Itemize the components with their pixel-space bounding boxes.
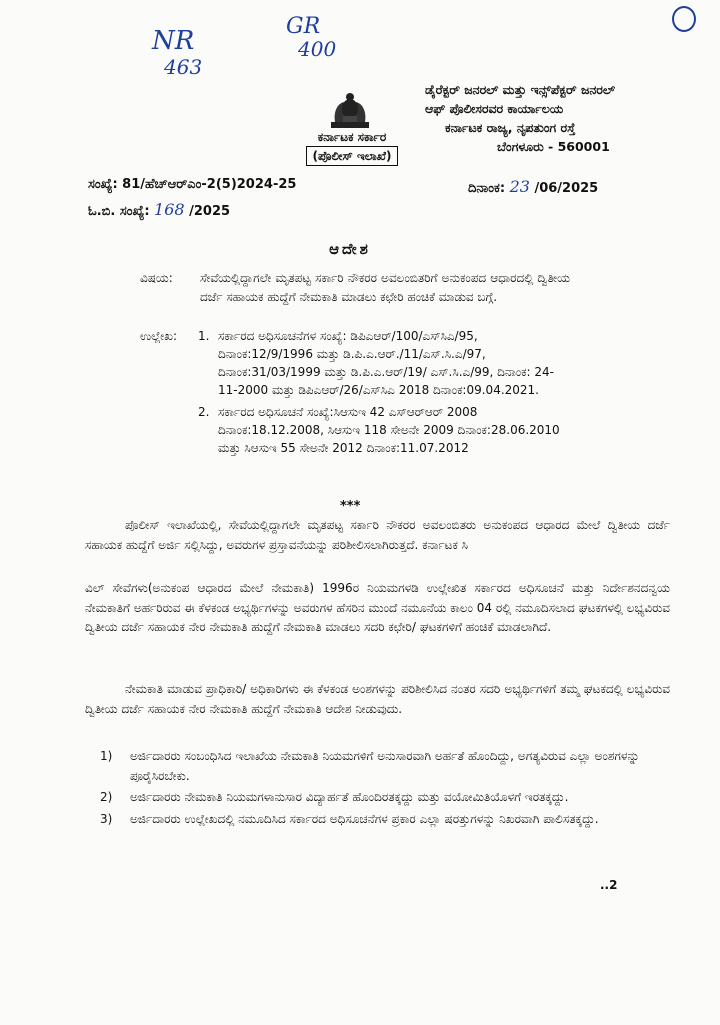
reference-item-number: 1. <box>198 329 210 343</box>
govt-name: ಕರ್ನಾಟಕ ಸರ್ಕಾರ <box>317 130 387 144</box>
subject-text: ಸೇವೆಯಲ್ಲಿದ್ದಾಗಲೇ ಮೃತಪಟ್ಟ ಸರ್ಕಾರಿ ನೌಕರರ ಅವಲಂಬಿತರಿಗೆ ಅನುಕಂಪದ ಆಧಾರದಲ್ಲಿ ದ್ವಿತೀಯ ದರ್ಜೆ ಸಹಾಯಕ ಹುದ್ದೆಗೆ ನೇಮಕಾತಿ ಮಾಡಲು ಕಛೇರಿ ಹಂಚಿಕೆ ಮಾಡುವ ಬಗ್ಗೆ. <box>200 271 570 304</box>
condition-text: ಅರ್ಜಿದಾರರು ನೇಮಕಾತಿ ನಿಯಮಗಳಾನುಸಾರ ವಿದ್ಯಾರ್ಹತೆ ಹೊಂದಿರತಕ್ಕದ್ದು ಮತ್ತು ವಯೋಮಿತಿಯೊಳಗೆ ಇರತಕ್ಕದ್ದು. <box>130 790 569 804</box>
handwritten-note-nr <box>152 28 202 80</box>
subject-label: ವಿಷಯ: <box>140 271 173 285</box>
paragraph-1: ಪೊಲೀಸ್ ಇಲಾಖೆಯಲ್ಲಿ, ಸೇವೆಯಲ್ಲಿದ್ದಾಗಲೇ ಮೃತಪಟ್ಟ ಸರ್ಕಾರಿ ನೌಕರರ ಅವಲಂಬಿತರು ಅನುಕಂಪದ ಆಧಾರದ ಮೇಲೆ ದ್ವಿತೀಯ ದರ್ಜೆ ಸಹಾಯಕ ಹುದ್ದೆಗೆ ಅರ್ಜಿ ಸಲ್ಲಿಸಿದ್ದು, ಅವರುಗಳ ಪ್ರಸ್ತಾವನೆಯನ್ನು ಪರಿಶೀಲಿಸಲಾಗಿರುತ್ತದೆ. ಕರ್ನಾಟಕ ಸಿ <box>85 518 670 552</box>
date-day-handwritten: 23 <box>509 177 530 196</box>
condition-number: 1) <box>100 749 113 763</box>
date-label: ದಿನಾಂಕ: <box>468 181 506 196</box>
references-label: ಉಲ್ಲೇಖ: <box>140 329 178 343</box>
date-rest: /06/2025 <box>534 181 599 196</box>
government-heading <box>282 128 422 166</box>
conditions-list <box>100 747 640 831</box>
office-line-2: ಆಫ್ ಪೊಲೀಸರವರ ಕಾರ್ಯಾಲಯ <box>425 101 564 116</box>
reference-item <box>198 403 570 457</box>
subject-block <box>140 269 570 307</box>
note-gr-line2: 400 <box>298 37 337 61</box>
paragraph-2: ನೇಮಕಾತಿ ಮಾಡುವ ಪ್ರಾಧಿಕಾರಿ/ ಅಧಿಕಾರಿಗಳು ಈ ಕೆಳಕಂಡ ಅಂಶಗಳನ್ನು ಪರಿಶೀಲಿಸಿದ ನಂತರ ಸದರಿ ಅಭ್ಯರ್ಥಿಗಳಿಗೆ ತಮ್ಮ ಘಟಕದಲ್ಲಿ ಲಭ್ಯವಿರುವ ದ್ವಿತೀಯ ದರ್ಜೆ ಸಹಾಯಕ ನೇರ ನೇಮಕಾತಿ ಹುದ್ದೆಗೆ ನೇಮಕಾತಿ ಆದೇಶ ನೀಡುವುದು. <box>85 682 670 716</box>
condition-number: 3) <box>100 811 113 826</box>
reference-item <box>198 327 570 399</box>
condition-text: ಅರ್ಜಿದಾರರು ಸಂಬಂಧಿಸಿದ ಇಲಾಖೆಯ ನೇಮಕಾತಿ ನಿಯಮಗಳಿಗೆ ಅನುಸಾರವಾಗಿ ಅರ್ಹತೆ ಹೊಂದಿದ್ದು, ಅಗತ್ಯವಿರುವ ಎಲ್ಲಾ ಅಂಶಗಳನ್ನು ಪೂರೈಸಿರಬೇಕು. <box>130 749 640 783</box>
date-line <box>468 177 598 196</box>
ob-number-handwritten: 168 <box>154 200 185 219</box>
paragraph-1-continued: ವಿಲ್ ಸೇವೆಗಳು(ಅನುಕಂಪ ಆಧಾರದ ಮೇಲೆ ನೇಮಕಾತಿ) 1996ರ ನಿಯಮಗಳಡಿ ಉಲ್ಲೇಖಿತ ಸರ್ಕಾರದ ಅಧಿಸೂಚನೆ ಮತ್ತು ನಿರ್ದೇಶನದನ್ವಯ ನೇಮಕಾತಿಗೆ ಅರ್ಹರಿರುವ ಈ ಕೆಳಕಂಡ ಅಭ್ಯರ್ಥಿಗಳನ್ನು ಅವರುಗಳ ಹೆಸರಿನ ಮುಂದೆ ನಮೂನೆಯ ಕಾಲಂ 04 ರಲ್ಲಿ ನಮೂದಿಸಲಾದ ಘಟಕಗಳಲ್ಲಿ ಲಭ್ಯವಿರುವ ದ್ವಿತೀಯ ದರ್ಜೆ ಸಹಾಯಕ ನೇರ ನೇಮಕಾತಿ ಹುದ್ದೆಗೆ ನೇಮಕಾತಿ ಮಾಡಲು ಸದರಿ ಕಛೇರಿ/ ಘಟಕಗಳಿಗೆ ಹಂಚಿಕೆ ಮಾಡಲಾಗಿದೆ. <box>85 581 670 634</box>
condition-item <box>100 788 640 808</box>
ob-number-line <box>88 200 230 219</box>
note-nr-line1: NR <box>152 26 195 56</box>
note-gr-line1: GR <box>286 14 321 39</box>
order-title: ಆದೇಶ <box>329 240 371 258</box>
reference-number: ಸಂಖ್ಯೆ: 81/ಹೆಚ್‌ಆರ್‌ಎಂ-2(5)2024-25 <box>88 177 297 192</box>
references-block <box>140 327 570 457</box>
corner-circle-mark <box>672 6 696 32</box>
condition-item <box>100 747 640 786</box>
ob-year: /2025 <box>189 204 231 219</box>
condition-text: ಅರ್ಜಿದಾರರು ಉಲ್ಲೇಖದಲ್ಲಿ ನಮೂದಿಸಿದ ಸರ್ಕಾರದ ಅಧಿಸೂಚನೆಗಳ ಪ್ರಕಾರ ಎಲ್ಲಾ ಷರತ್ತುಗಳನ್ನು ನಿಖರವಾಗಿ ಪಾಲಿಸತಕ್ಕದ್ದು. <box>130 811 599 826</box>
condition-item <box>100 810 640 830</box>
office-address <box>425 80 695 156</box>
state-emblem-icon <box>325 92 375 130</box>
office-line-4: ಬೆಂಗಳೂರು - 560001 <box>497 139 610 154</box>
office-line-1: ಡೈರೆಕ್ಟರ್ ಜನರಲ್ ಮತ್ತು ಇನ್ಸ್‌ಪೆಕ್ಟರ್ ಜನರಲ್ <box>425 82 616 97</box>
department-name: (ಪೊಲೀಸ್ ಇಲಾಖೆ) <box>306 146 399 166</box>
office-line-3: ಕರ್ನಾಟಕ ರಾಜ್ಯ, ನೃಪತುಂಗ ರಸ್ತೆ <box>445 120 576 135</box>
condition-number: 2) <box>100 790 113 804</box>
reference-item-text: ಸರ್ಕಾರದ ಅಧಿಸೂಚನೆ ಸಂಖ್ಯೆ:ಸಿಆಸುಇ 42 ಎಸ್‌ಆರ್‌ಆರ್ 2008 ದಿನಾಂಕ:18.12.2008, ಸಿಆಸುಇ 118 ಸೇಅನೇ 2009 ದಿನಾಂಕ:28.06.2010 ಮತ್ತು ಸಿಆಸುಇ 55 ಸೇಅನೇ 2012 ದಿನಾಂಕ:11.07.2012 <box>218 405 560 455</box>
reference-item-number: 2. <box>198 405 210 419</box>
handwritten-note-gr <box>286 16 336 60</box>
ob-label: ಓ.ಬಿ. ಸಂಖ್ಯೆ: <box>88 204 150 219</box>
next-page-indicator: ..2 <box>600 878 618 892</box>
note-nr-line2: 463 <box>164 55 203 79</box>
reference-item-text: ಸರ್ಕಾರದ ಅಧಿಸೂಚನೆಗಳ ಸಂಖ್ಯೆ: ಡಿಪಿಎಆರ್/100/ಎಸ್‌ಸಿಎ/95, ದಿನಾಂಕ:12/9/1996 ಮತ್ತು ಡಿ.ಪಿ.ಎ.ಆರ್./11/ಎಸ್.ಸಿ.ಎ/97, ದಿನಾಂಕ:31/03/1999 ಮತ್ತು ಡಿ.ಪಿ.ಎ.ಆರ್/19/ ಎಸ್.ಸಿ.ಎ/99, ದಿನಾಂಕ: 24-11-2000 ಮತ್ತು ಡಿಪಿಎಆರ್/26/ಎಸ್‌ಸಿಎ 2018 ದಿನಾಂಕ:09.04.2021. <box>218 329 554 397</box>
separator-stars: *** <box>340 499 361 514</box>
